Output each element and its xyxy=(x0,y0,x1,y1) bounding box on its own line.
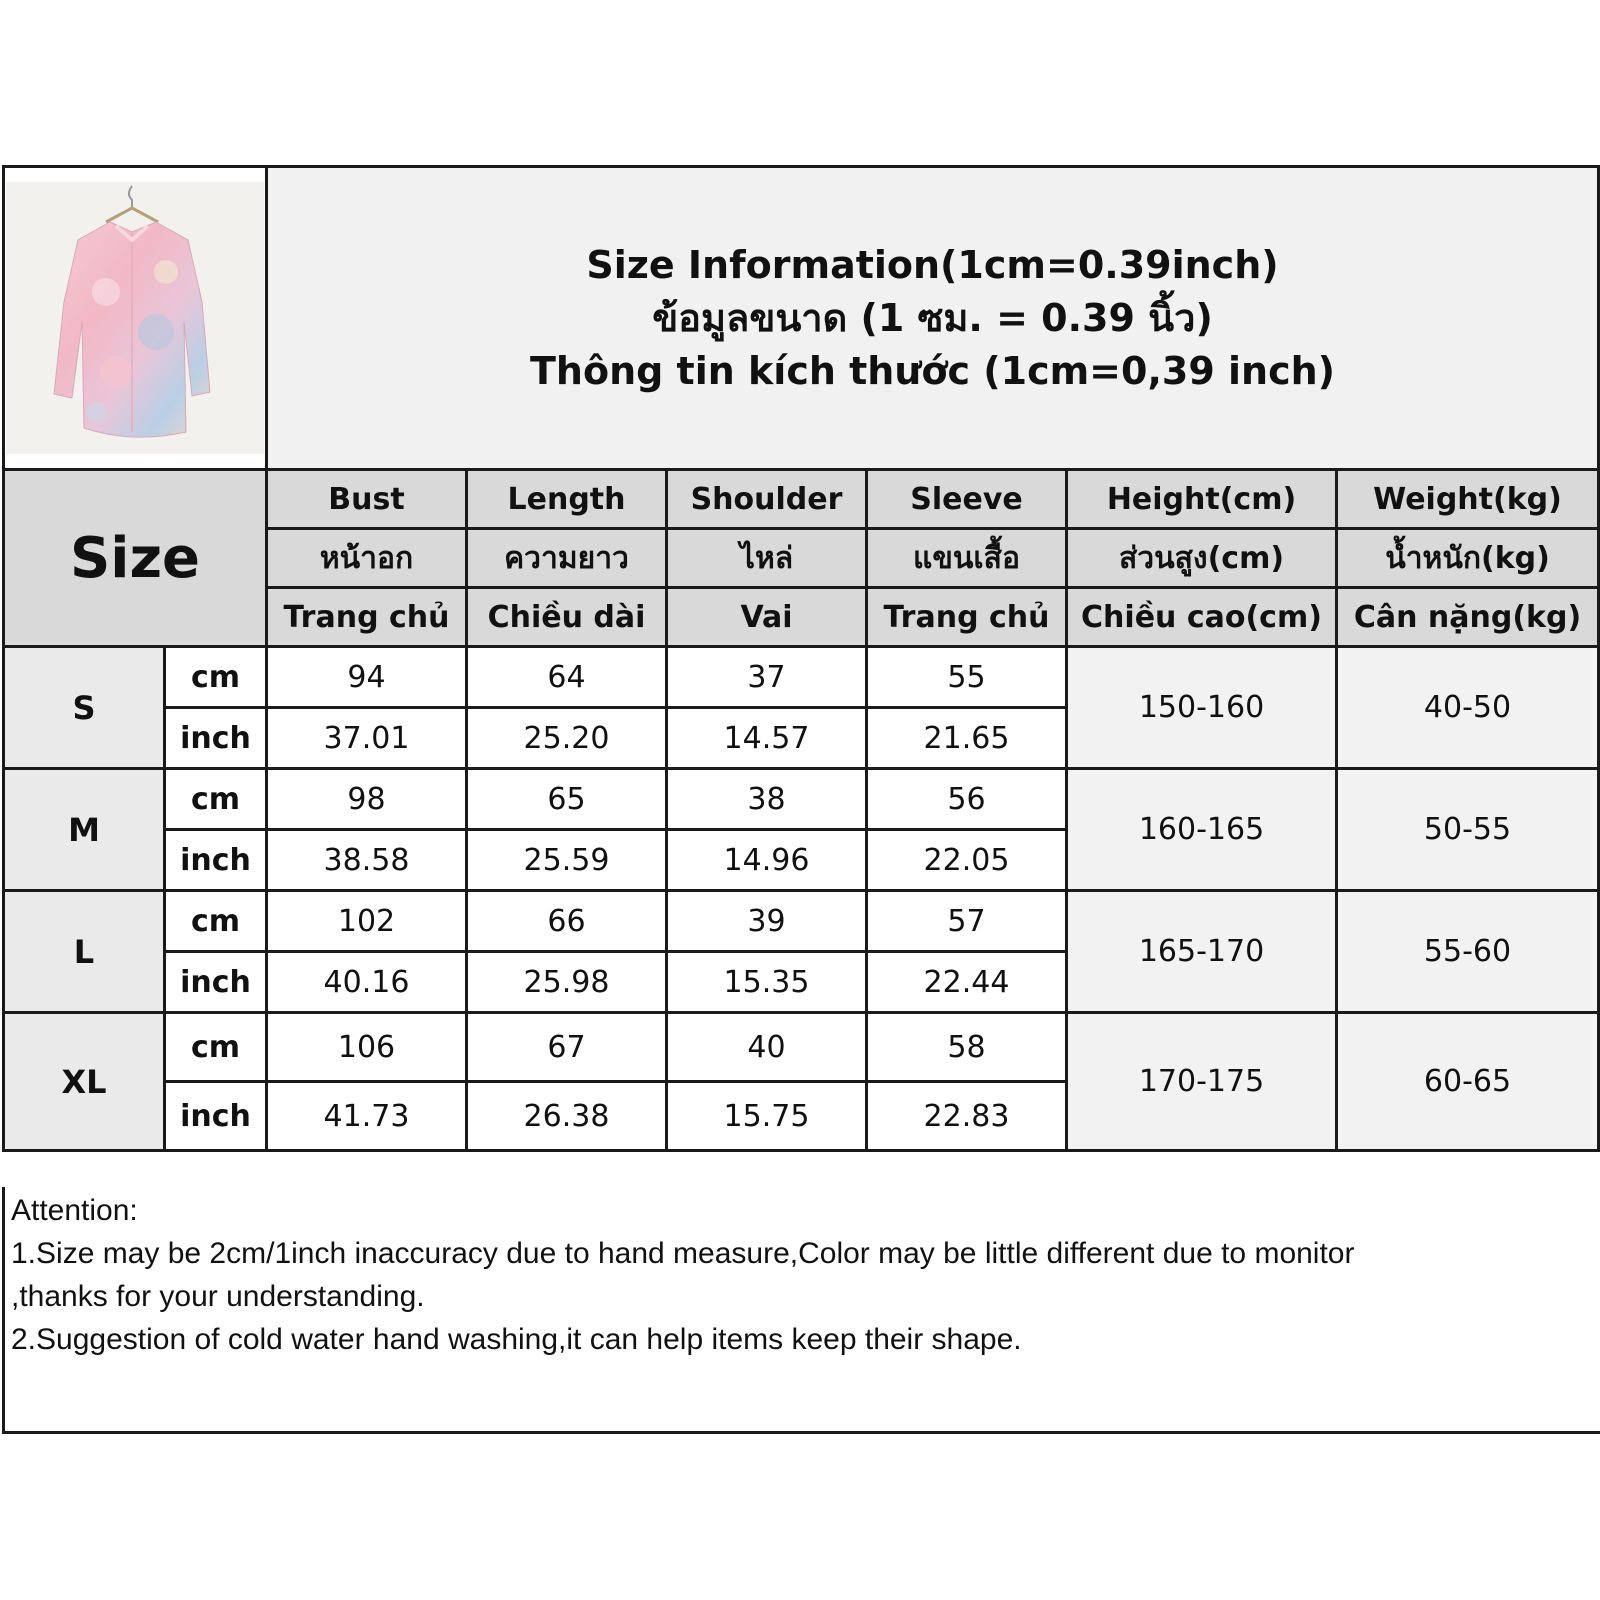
table-row xyxy=(4,891,1599,952)
sleeve-cm: 56 xyxy=(867,769,1067,830)
header-bust-vietnamese: Trang chủ xyxy=(267,588,467,647)
height-range: 150-160 xyxy=(1067,647,1337,769)
header-shoulder: Shoulder xyxy=(667,470,867,529)
bust-cm: 106 xyxy=(267,1013,467,1082)
shirt-image-icon xyxy=(6,182,264,454)
height-range: 170-175 xyxy=(1067,1013,1337,1151)
unit-cm: cm xyxy=(165,769,267,830)
product-photo xyxy=(6,182,264,454)
header-shoulder-vietnamese: Vai xyxy=(667,588,867,647)
title-vietnamese: Thông tin kích thước (1cm=0,39 inch) xyxy=(529,348,1336,393)
sleeve-inch: 22.44 xyxy=(867,952,1067,1013)
header-length-thai: ความยาว xyxy=(467,529,667,588)
unit-inch: inch xyxy=(165,1082,267,1151)
unit-inch: inch xyxy=(165,830,267,891)
header-shoulder-thai: ไหล่ xyxy=(667,529,867,588)
unit-cm: cm xyxy=(165,1013,267,1082)
sleeve-inch: 22.83 xyxy=(867,1082,1067,1151)
size-label-l: L xyxy=(4,891,165,1013)
size-information-title xyxy=(267,167,1599,470)
sleeve-inch: 22.05 xyxy=(867,830,1067,891)
note-line: 1.Size may be 2cm/1inch inaccuracy due to hand measure,Color may be little different due to monitor xyxy=(11,1237,1355,1270)
size-label-m: M xyxy=(4,769,165,891)
length-cm: 64 xyxy=(467,647,667,708)
weight-range: 40-50 xyxy=(1337,647,1599,769)
header-length-vietnamese: Chiều dài xyxy=(467,588,667,647)
title-thai: ข้อมูลขนาด (1 ซม. = 0.39 นิ้ว) xyxy=(652,295,1213,340)
shoulder-inch: 15.75 xyxy=(667,1082,867,1151)
bust-inch: 41.73 xyxy=(267,1082,467,1151)
header-sleeve-vietnamese: Trang chủ xyxy=(867,588,1067,647)
header-weight: Weight(kg) xyxy=(1337,470,1599,529)
size-column-header: Size xyxy=(4,470,267,647)
height-range: 165-170 xyxy=(1067,891,1337,1013)
sleeve-cm: 57 xyxy=(867,891,1067,952)
shoulder-inch: 14.96 xyxy=(667,830,867,891)
sleeve-inch: 21.65 xyxy=(867,708,1067,769)
header-height: Height(cm) xyxy=(1067,470,1337,529)
sleeve-cm: 58 xyxy=(867,1013,1067,1082)
length-inch: 25.59 xyxy=(467,830,667,891)
header-bust-thai: หน้าอก xyxy=(267,529,467,588)
title-row xyxy=(4,167,1599,470)
shoulder-inch: 15.35 xyxy=(667,952,867,1013)
bust-inch: 38.58 xyxy=(267,830,467,891)
unit-inch: inch xyxy=(165,708,267,769)
shoulder-cm: 39 xyxy=(667,891,867,952)
title-english: Size Information(1cm=0.39inch) xyxy=(586,242,1279,287)
note-line: 2.Suggestion of cold water hand washing,it can help items keep their shape. xyxy=(11,1323,1022,1356)
size-label-xl: XL xyxy=(4,1013,165,1151)
bust-cm: 98 xyxy=(267,769,467,830)
size-table xyxy=(2,165,1600,1152)
unit-cm: cm xyxy=(165,891,267,952)
shoulder-cm: 37 xyxy=(667,647,867,708)
shoulder-inch: 14.57 xyxy=(667,708,867,769)
bust-cm: 102 xyxy=(267,891,467,952)
header-length: Length xyxy=(467,470,667,529)
shoulder-cm: 38 xyxy=(667,769,867,830)
header-row-english xyxy=(4,470,1599,529)
header-sleeve-thai: แขนเสื้อ xyxy=(867,529,1067,588)
header-bust: Bust xyxy=(267,470,467,529)
header-weight-thai: น้ำหนัก(kg) xyxy=(1337,529,1599,588)
notes-heading: Attention: xyxy=(11,1194,138,1227)
unit-inch: inch xyxy=(165,952,267,1013)
header-weight-vietnamese: Cân nặng(kg) xyxy=(1337,588,1599,647)
size-chart xyxy=(2,165,1597,1152)
size-label-s: S xyxy=(4,647,165,769)
bust-inch: 37.01 xyxy=(267,708,467,769)
weight-range: 50-55 xyxy=(1337,769,1599,891)
length-inch: 25.98 xyxy=(467,952,667,1013)
weight-range: 55-60 xyxy=(1337,891,1599,1013)
header-height-vietnamese: Chiều cao(cm) xyxy=(1067,588,1337,647)
bust-cm: 94 xyxy=(267,647,467,708)
note-line: ,thanks for your understanding. xyxy=(11,1280,425,1313)
length-cm: 67 xyxy=(467,1013,667,1082)
bust-inch: 40.16 xyxy=(267,952,467,1013)
header-height-thai: ส่วนสูง(cm) xyxy=(1067,529,1337,588)
length-inch: 25.20 xyxy=(467,708,667,769)
shoulder-cm: 40 xyxy=(667,1013,867,1082)
height-range: 160-165 xyxy=(1067,769,1337,891)
length-inch: 26.38 xyxy=(467,1082,667,1151)
table-row xyxy=(4,647,1599,708)
unit-cm: cm xyxy=(165,647,267,708)
attention-notes xyxy=(2,1187,1600,1434)
product-photo-cell xyxy=(4,167,267,470)
weight-range: 60-65 xyxy=(1337,1013,1599,1151)
length-cm: 65 xyxy=(467,769,667,830)
length-cm: 66 xyxy=(467,891,667,952)
table-row xyxy=(4,1013,1599,1082)
sleeve-cm: 55 xyxy=(867,647,1067,708)
header-sleeve: Sleeve xyxy=(867,470,1067,529)
table-row xyxy=(4,769,1599,830)
